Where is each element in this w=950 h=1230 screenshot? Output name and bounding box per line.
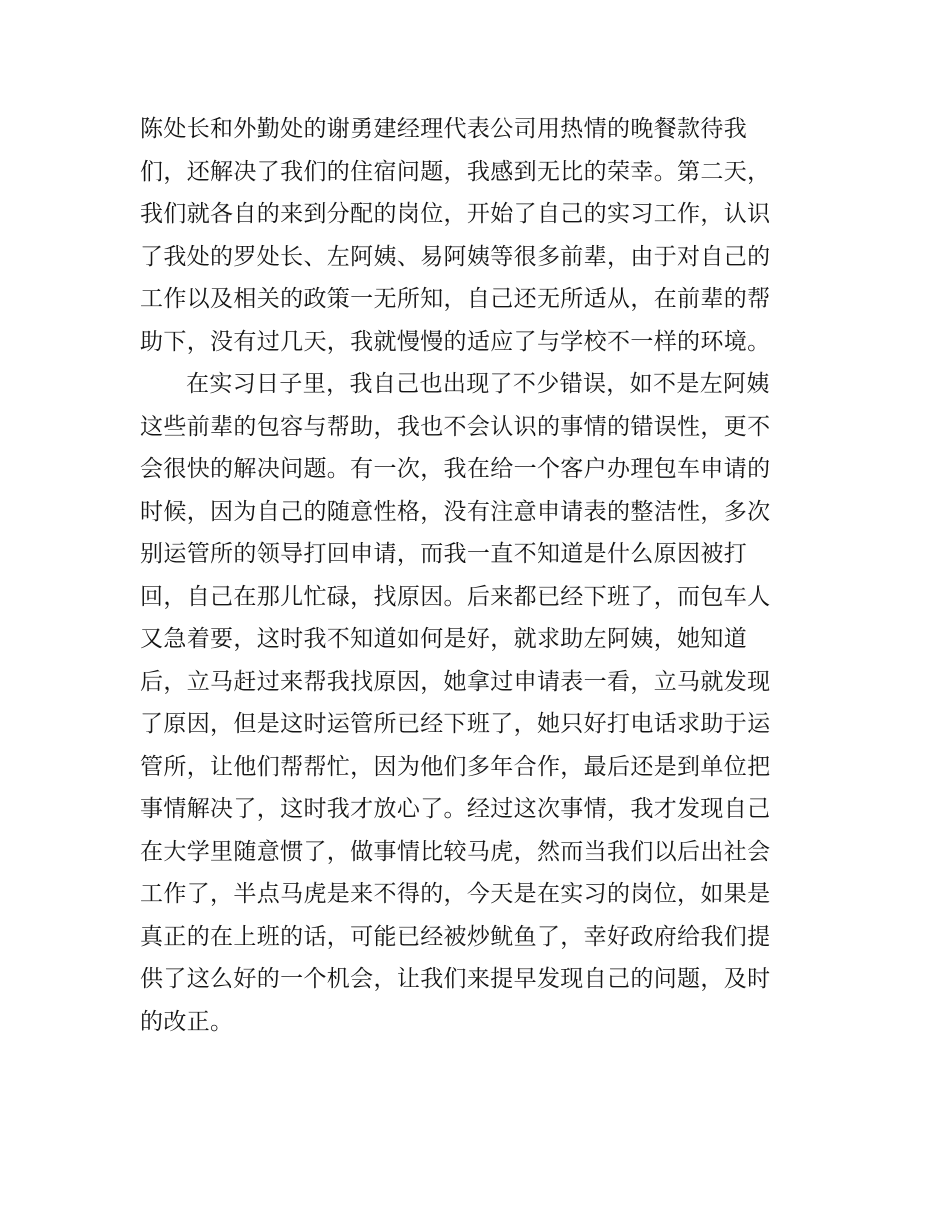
paragraph-line: 了原因，但是这时运管所已经下班了，她只好打电话求助于运 (140, 711, 771, 737)
paragraph-line: 别运管所的领导打回申请，而我一直不知道是什么原因被打 (140, 541, 748, 567)
paragraph-line: 又急着要，这时我不知道如何是好，就求助左阿姨，她知道 (140, 626, 748, 652)
paragraph-line: 后，立马赶过来帮我找原因，她拿过申请表一看，立马就发现 (140, 668, 771, 695)
paragraph-line: 工作了，半点马虎是来不得的，今天是在实习的岗位，如果是 (140, 881, 771, 907)
paragraph-line: 回，自己在那儿忙碌，找原因。后来都已经下班了，而包车人 (140, 583, 771, 610)
paragraph-1 (140, 108, 820, 363)
paragraph-line: 供了这么好的一个机会，让我们来提早发现自己的问题，及时 (140, 966, 771, 992)
paragraph-line: 事情解决了，这时我才放心了。经过这次事情，我才发现自己 (140, 796, 771, 822)
paragraph-line: 们，还解决了我们的住宿问题，我感到无比的荣幸。第二天， (140, 158, 771, 185)
paragraph-line: 会很快的解决问题。有一次，我在给一个客户办理包车申请的 (140, 456, 771, 482)
paragraph-line: 在实习日子里，我自己也出现了不少错误，如不是左阿姨 (186, 371, 770, 397)
paragraph-line: 工作以及相关的政策一无所知，自己还无所适从，在前辈的帮 (140, 286, 771, 312)
paragraph-line: 这些前辈的包容与帮助，我也不会认识的事情的错误性，更不 (140, 413, 771, 440)
paragraph-line: 时候，因为自己的随意性格，没有注意申请表的整洁性，多次 (140, 498, 771, 525)
paragraph-line: 的改正。 (140, 1008, 234, 1035)
paragraph-line: 助下，没有过几天，我就慢慢的适应了与学校不一样的环境。 (140, 328, 771, 355)
paragraph-line: 我们就各自的来到分配的岗位，开始了自己的实习工作，认识 (140, 201, 771, 227)
document-body (140, 108, 820, 1043)
paragraph-line: 在大学里随意惯了，做事情比较马虎，然而当我们以后出社会 (140, 838, 771, 865)
paragraph-line: 真正的在上班的话，可能已经被炒鱿鱼了，幸好政府给我们提 (140, 923, 771, 950)
paragraph-2 (140, 363, 820, 1043)
paragraph-line: 管所，让他们帮帮忙，因为他们多年合作，最后还是到单位把 (140, 753, 771, 780)
paragraph-line: 了我处的罗处长、左阿姨、易阿姨等很多前辈，由于对自己的 (140, 243, 771, 270)
paragraph-line: 陈处长和外勤处的谢勇建经理代表公司用热情的晚餐款待我 (140, 116, 748, 142)
